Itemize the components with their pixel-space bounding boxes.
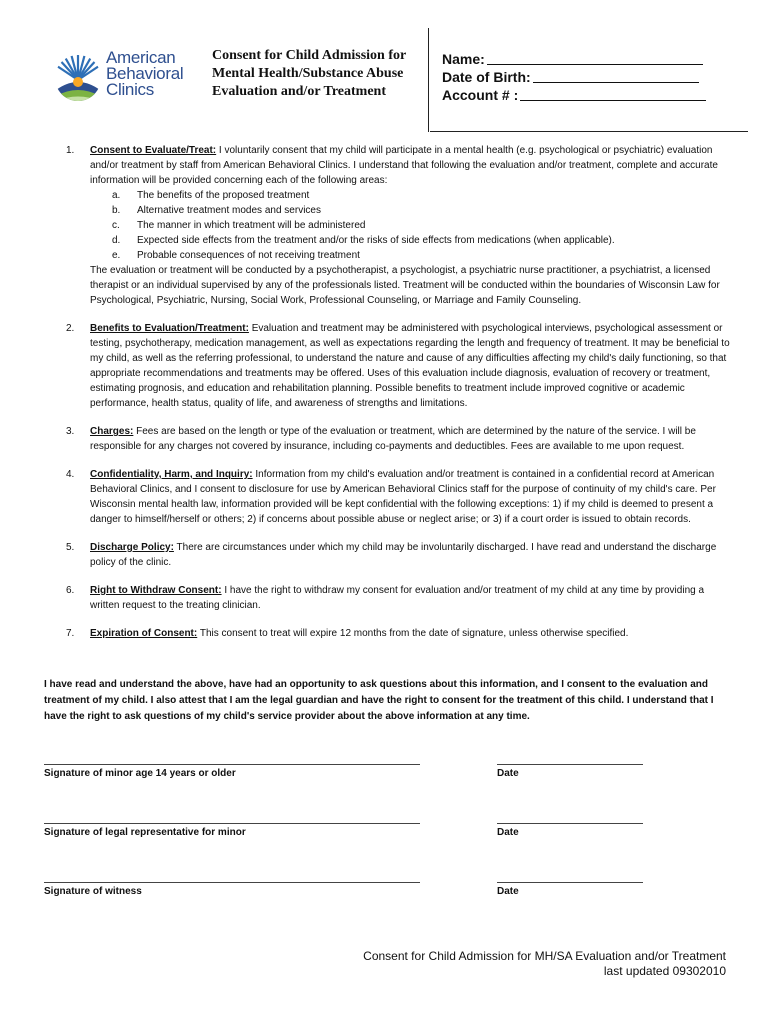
item-heading: Discharge Policy: xyxy=(90,542,174,553)
item-heading: Charges: xyxy=(90,426,134,437)
account-field[interactable] xyxy=(520,86,706,101)
item-number: 1. xyxy=(66,145,75,156)
date-representative-line[interactable] xyxy=(497,817,643,824)
signature-representative xyxy=(44,817,420,838)
signature-witness-line[interactable] xyxy=(44,876,420,883)
list-item xyxy=(44,467,734,527)
item-number: 2. xyxy=(66,323,75,334)
dob-row xyxy=(442,68,706,86)
date-witness-line[interactable] xyxy=(497,876,643,883)
name-label: Name: xyxy=(442,51,485,67)
sub-text: The manner in which treatment will be administered xyxy=(137,220,366,231)
document-title: Consent for Child Admission for Mental Health/Substance Abuse Evaluation and/or Treatment xyxy=(212,48,406,99)
american-behavioral-clinics-logo xyxy=(54,50,194,110)
item-text: I have the right to withdraw my consent for evaluation and/or treatment of my child at any time by providing a written request to the treating clinician. xyxy=(90,585,705,611)
date-minor xyxy=(497,758,643,779)
item-after-text: The evaluation or treatment will be conducted by a psychotherapist, a psychologist, a psychiatric nurse practitioner, a psychiatrist, a licensed therapist or an individual supervised by any of the professionals listed. Treatment will be conducted within the boundaries of Wisconsin Law for Psychological, Psychiatric, Nursing, Social Work, Professional Counseling, or Marriage and Family Counseling. xyxy=(90,265,720,306)
sub-text: Alternative treatment modes and services xyxy=(137,205,321,216)
sub-letter: c. xyxy=(112,220,120,231)
item-text: Evaluation and treatment may be administered with psychological interviews, psychological assessment or testing, psychotherapy, medication management, as well as expectations regarding the length and frequency of treatment. It may be beneficial to my child, as well as the referring professional, to understand the nature and cause of any difficulties affecting my child's daily functioning, so that appropriate recommendations and treatments may be offered. Uses of this evaluation include diagnosis, evaluation of recovery or treatment, estimating prognosis, and education and rehabilitation planning. Possible benefits to treatment include improved cognitive or academic performance, health status, quality of life, and awareness of strengths and limitations. xyxy=(90,323,730,409)
sub-item xyxy=(112,188,734,203)
item-number: 3. xyxy=(66,426,75,437)
list-item xyxy=(44,583,734,613)
footer-updated: last updated 09302010 xyxy=(603,964,726,978)
sub-letter: b. xyxy=(112,205,121,216)
item-number: 7. xyxy=(66,628,75,639)
list-item xyxy=(44,626,734,641)
name-row xyxy=(442,50,706,68)
sub-text: Probable consequences of not receiving treatment xyxy=(137,250,360,261)
logo-wordmark xyxy=(106,50,183,98)
header-divider-vertical xyxy=(428,28,429,132)
sub-text: The benefits of the proposed treatment xyxy=(137,190,310,201)
page-footer xyxy=(363,949,726,979)
date-representative xyxy=(497,817,643,838)
dob-field[interactable] xyxy=(533,68,699,83)
signature-representative-label: Signature of legal representative for minor xyxy=(44,827,246,838)
sub-letter: d. xyxy=(112,235,121,246)
sunburst-logo-icon xyxy=(54,50,102,106)
item-number: 4. xyxy=(66,469,75,480)
sub-item xyxy=(112,233,734,248)
signature-witness xyxy=(44,876,420,897)
list-item xyxy=(44,424,734,454)
logo-line-1: American xyxy=(106,48,176,67)
sub-item xyxy=(112,248,734,263)
consent-items-list xyxy=(44,143,734,654)
item-heading: Expiration of Consent: xyxy=(90,628,198,639)
signature-representative-line[interactable] xyxy=(44,817,420,824)
sub-letter: a. xyxy=(112,190,121,201)
sub-item xyxy=(112,218,734,233)
dob-label: Date of Birth: xyxy=(442,69,531,85)
item-text: This consent to treat will expire 12 months from the date of signature, unless otherwise specified. xyxy=(197,628,629,639)
account-row xyxy=(442,86,706,104)
account-label: Account # : xyxy=(442,87,519,103)
name-field[interactable] xyxy=(487,50,703,65)
header-divider-horizontal xyxy=(430,131,748,132)
date-representative-label: Date xyxy=(497,827,519,838)
logo-line-3: Clinics xyxy=(106,80,154,99)
item-text: There are circumstances under which my child may be involuntarily discharged. I have read and understand the discharge policy of the clinic. xyxy=(90,542,717,568)
sub-letter: e. xyxy=(112,250,121,261)
patient-id-box xyxy=(442,50,706,104)
list-item xyxy=(44,540,734,570)
logo-line-2: Behavioral xyxy=(106,64,184,83)
date-minor-label: Date xyxy=(497,768,519,779)
item-text: Information from my child's evaluation and/or treatment is contained in a confidential record at American Behavioral Clinics, and I consent to disclosure for use by American Behavioral Clinics staff for the purpose of continuity of my child's care. Per Wisconsin mental health law, information provided will be kept confidential with the following exceptions: 1) if my child is deemed to present a danger to himself/herself or others; 2) if concerns about possible abuse or neglect arise; or 3) if a court order is issued to obtain records. xyxy=(90,469,716,525)
item-number: 6. xyxy=(66,585,75,596)
item-heading: Right to Withdraw Consent: xyxy=(90,585,222,596)
item-heading: Consent to Evaluate/Treat: xyxy=(90,145,217,156)
footer-title: Consent for Child Admission for MH/SA Evaluation and/or Treatment xyxy=(363,949,726,963)
item-text: Fees are based on the length or type of the evaluation or treatment, which are determined by the nature of the service. I will be responsible for any charges not covered by insurance, including co-payments and deductibles. Fees are available to me upon request. xyxy=(90,426,696,452)
attestation-statement: I have read and understand the above, have had an opportunity to ask questions about this information, and I consent to the evaluation and treatment of my child. I also attest that I am the legal guardian and have the right to consent for the treatment of this child. I understand that I have the right to ask questions of my child's service provider about the above information at any time. xyxy=(44,679,714,722)
sub-list xyxy=(90,188,734,263)
item-number: 5. xyxy=(66,542,75,553)
date-witness-label: Date xyxy=(497,886,519,897)
sub-text: Expected side effects from the treatment and/or the risks of side effects from medications (when applicable). xyxy=(137,235,615,246)
item-text: I voluntarily consent that my child will participate in a mental health (e.g. psychological or psychiatric) evaluation and/or treatment by staff from American Behavioral Clinics. I understand that following the evaluation and/or treatment, complete and accurate information will be provided concerning each of the following areas: xyxy=(90,145,718,186)
signature-minor-line[interactable] xyxy=(44,758,420,765)
date-minor-line[interactable] xyxy=(497,758,643,765)
signature-minor xyxy=(44,758,420,779)
list-item xyxy=(44,143,734,308)
sub-item xyxy=(112,203,734,218)
item-heading: Confidentiality, Harm, and Inquiry: xyxy=(90,469,253,480)
signature-witness-label: Signature of witness xyxy=(44,886,142,897)
item-heading: Benefits to Evaluation/Treatment: xyxy=(90,323,249,334)
date-witness xyxy=(497,876,643,897)
signature-minor-label: Signature of minor age 14 years or older xyxy=(44,768,236,779)
list-item xyxy=(44,321,734,411)
